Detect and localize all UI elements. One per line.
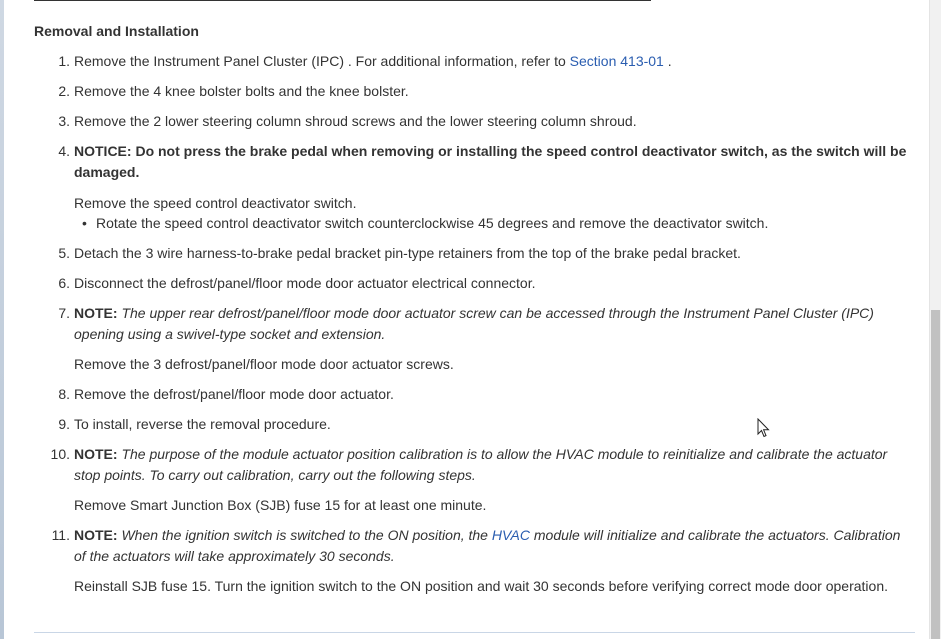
step-number: 10. bbox=[50, 446, 70, 462]
section-413-01-link[interactable]: Section 413-01 bbox=[569, 53, 664, 69]
scrollbar-thumb[interactable] bbox=[931, 310, 940, 639]
step-10-instruction: Remove Smart Junction Box (SJB) fuse 15 for at least one minute. bbox=[74, 497, 487, 513]
step-text: Disconnect the defrost/panel/floor mode door actuator electrical connector. bbox=[74, 275, 536, 291]
notice-text: NOTICE: Do not press the brake pedal when removing or installing the speed control deactivator switch, as the switch will be damaged. bbox=[74, 143, 907, 180]
step-11-instruction: Reinstall SJB fuse 15. Turn the ignition switch to the ON position and wait 30 seconds before verifying correct mode door operation. bbox=[74, 578, 888, 594]
note-text: NOTE: The upper rear defrost/panel/floor mode door actuator screw can be accessed through the Instrument Panel Cluster (IPC) opening using a swivel-type socket and extension. bbox=[74, 305, 874, 342]
step-number: 4. bbox=[58, 143, 70, 159]
step-number: 8. bbox=[58, 386, 70, 402]
step-text: Remove the 4 knee bolster bolts and the knee bolster. bbox=[74, 83, 409, 99]
step-7-instruction: Remove the 3 defrost/panel/floor mode door actuator screws. bbox=[74, 356, 454, 372]
vertical-scrollbar[interactable] bbox=[929, 0, 941, 639]
bottom-divider bbox=[34, 632, 915, 633]
step-text: Remove the Instrument Panel Cluster (IPC) . For additional information, refer to Section 413-01 . bbox=[74, 53, 672, 69]
step-number: 7. bbox=[58, 305, 70, 321]
hvac-link[interactable]: HVAC bbox=[491, 527, 530, 543]
step-number: 1. bbox=[58, 53, 70, 69]
step-number: 2. bbox=[58, 83, 70, 99]
step-text: To install, reverse the removal procedure. bbox=[74, 416, 331, 432]
note-text: NOTE: The purpose of the module actuator position calibration is to allow the HVAC module to reinitialize and calibrate the actuator stop points. To carry out calibration, carry out the following steps. bbox=[74, 446, 888, 483]
step-text: Detach the 3 wire harness-to-brake pedal bracket pin-type retainers from the top of the brake pedal bracket. bbox=[74, 245, 741, 261]
notice-label: NOTICE: bbox=[74, 143, 132, 159]
note-label: NOTE: bbox=[74, 527, 118, 543]
step-4-bullet: • Rotate the speed control deactivator switch counterclockwise 45 degrees and remove the deactivator switch. bbox=[96, 213, 768, 234]
left-frame-edge bbox=[0, 0, 4, 639]
step-number: 5. bbox=[58, 245, 70, 261]
step-number: 3. bbox=[58, 113, 70, 129]
step-number: 6. bbox=[58, 275, 70, 291]
step-number: 9. bbox=[58, 416, 70, 432]
step-number: 11. bbox=[51, 527, 70, 543]
note-text: NOTE: When the ignition switch is switched to the ON position, the HVAC module will initialize and calibrate the actuators. Calibration of the actuators will take approximately 30 seconds. bbox=[74, 527, 901, 564]
step-text: Remove the defrost/panel/floor mode door actuator. bbox=[74, 386, 394, 402]
note-label: NOTE: bbox=[74, 446, 118, 462]
mouse-pointer-icon bbox=[757, 418, 771, 443]
step-4-instruction: Remove the speed control deactivator switch. bbox=[74, 195, 357, 211]
step-text: Remove the 2 lower steering column shroud screws and the lower steering column shroud. bbox=[74, 113, 637, 129]
bullet-icon: • bbox=[82, 215, 87, 231]
top-divider bbox=[34, 0, 651, 1]
section-title: Removal and Installation bbox=[34, 23, 199, 39]
note-label: NOTE: bbox=[74, 305, 118, 321]
